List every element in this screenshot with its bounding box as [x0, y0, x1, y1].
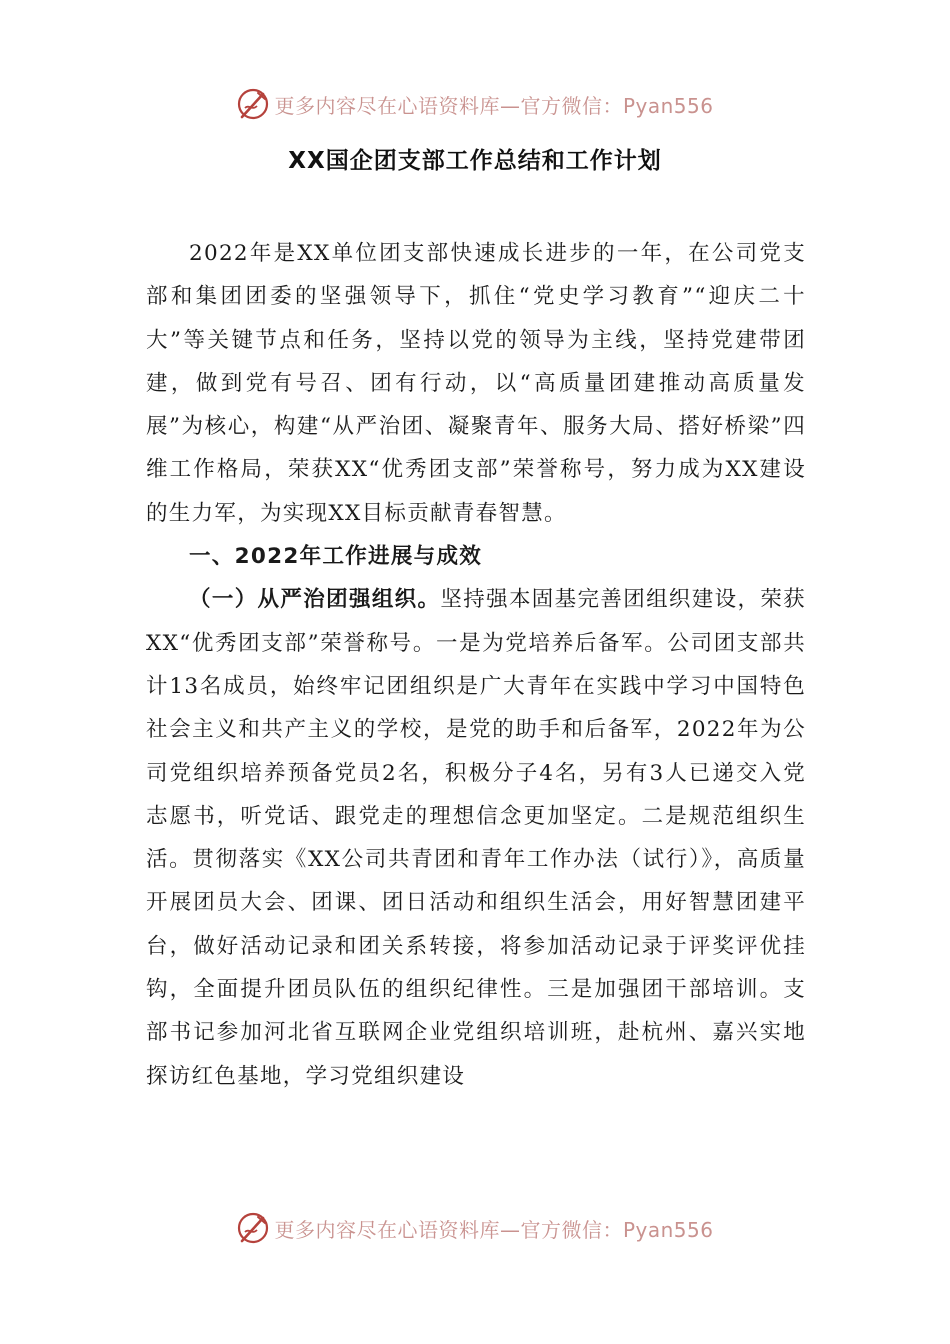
intro-paragraph: 2022年是XX单位团支部快速成长进步的一年，在公司党支部和集团团委的坚强领导下，抓住“党史学习教育”“迎庆二十大”等关键节点和任务，坚持以党的领导为主线，坚持党建带团建，做到党有号召、团有行动，以“高质量团建推动高质量发展”为核心，构建“从严治团、凝聚青年、服务大局、搭好桥梁”四维工作格局，荣获XX“优秀团支部”荣誉称号，努力成为XX建设的生力军，为实现XX目标贡献青春智慧。 — [146, 241, 806, 526]
document-title: XX国企团支部工作总结和工作计划 — [288, 148, 662, 174]
pen-logo-icon — [236, 87, 270, 121]
subsection-paragraph — [146, 578, 806, 1098]
subsection-lead: （一）从严治团强组织。 — [189, 587, 441, 613]
subsection-body: 坚持强本固基完善团组织建设，荣获XX“优秀团支部”荣誉称号。一是为党培养后备军。公司团支部共计13名成员，始终牢记团组织是广大青年在实践中学习中国特色社会主义和共产主义的学校，是党的助手和后备军，2022年为公司党组织培养预备党员2名，积极分子4名，另有3人已递交入党志愿书，听党话、跟党走的理想信念更加坚定。二是规范组织生活。贯彻落实《XX公司共青团和青年工作办法（试行）》，高质量开展团员大会、团课、团日活动和组织生活会，用好智慧团建平台，做好活动记录和团关系转接，将参加活动记录于评奖评优挂钩，全面提升团员队伍的组织纪律性。三是加强团干部培训。支部书记参加河北省互联网企业党组织培训班，赴杭州、嘉兴实地探访红色基地，学习党组织建设 — [146, 587, 806, 1089]
section-heading: 一、2022年工作进展与成效 — [189, 544, 483, 570]
watermark-footer — [0, 1208, 950, 1248]
watermark-header — [0, 84, 950, 124]
document-body — [146, 232, 806, 1098]
watermark-text: 更多内容尽在心语资料库—官方微信：Pyan556 — [274, 1217, 714, 1242]
pen-logo-icon — [236, 1211, 270, 1245]
watermark-text: 更多内容尽在心语资料库—官方微信：Pyan556 — [274, 93, 714, 118]
